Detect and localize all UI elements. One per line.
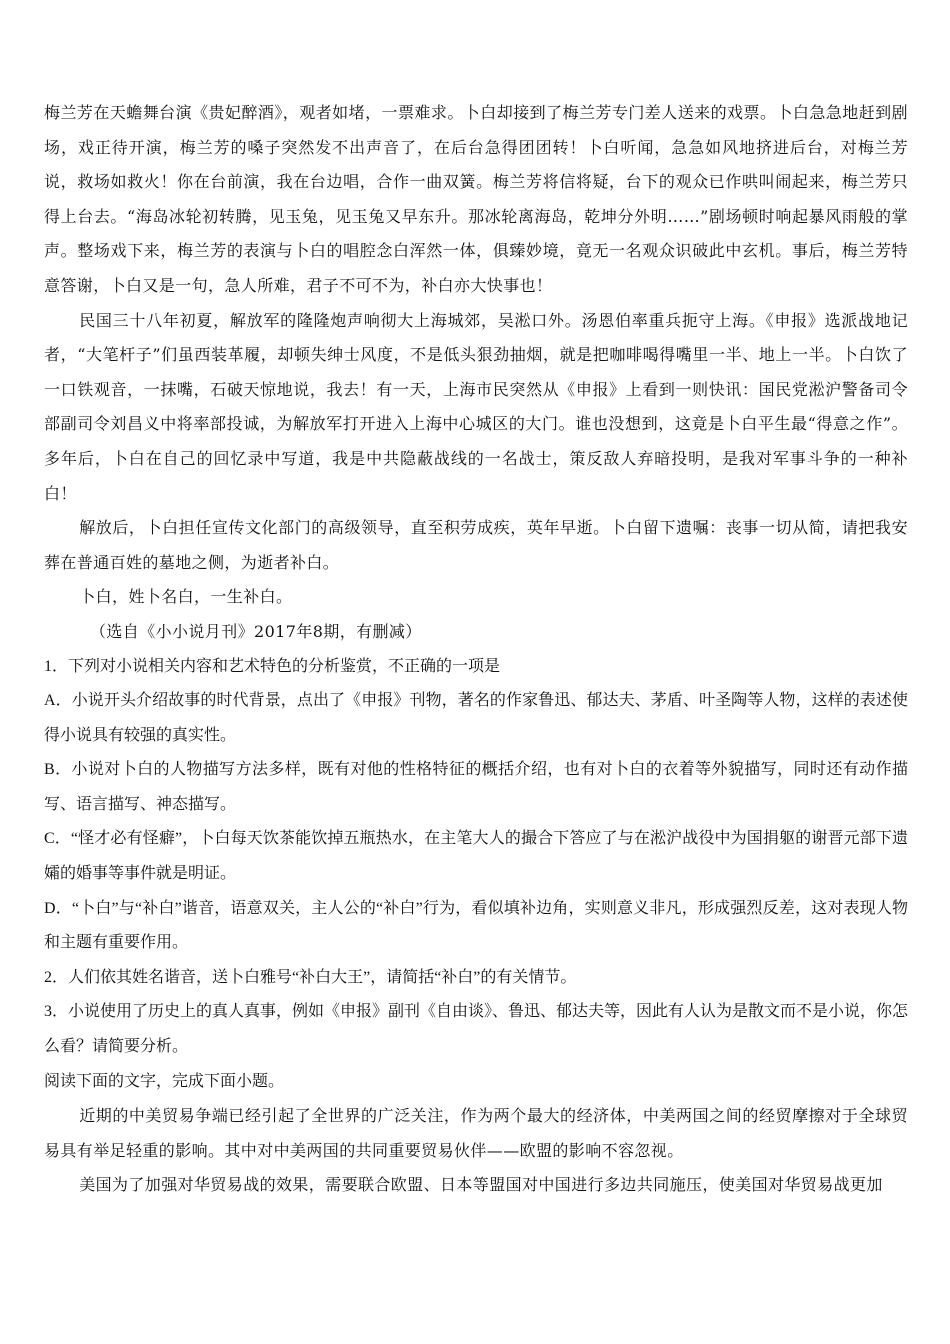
question-3: 3．小说使用了历史上的真人真事，例如《申报》副刊《自由谈》、鲁迅、郁达夫等，因此有人认为是散文而不是小说，你怎么看？请简要分析。 [44,1003,909,1056]
story-paragraph: 卜白，姓卜名白，一生补白。 [79,587,293,607]
question-1-option-b: B．小说对卜白的人物描写方法多样，既有对他的性格特征的概括介绍，也有对卜白的衣着等外貌描写，同时还有动作描写、语言描写、神态描写。 [44,761,908,813]
document-page [44,96,908,1203]
reading-paragraph: 近期的中美贸易争端已经引起了全世界的广泛关注，作为两个最大的经济体，中美两国之间的经贸摩擦对于全球贸易具有举足轻重的影响。其中对中美两国的共同重要贸易伙伴——欧盟的影响不容忽视。 [44,1106,908,1160]
question-2: 2．人们依其姓名谐音，送卜白雅号“补白大王”，请简括“补白”的有关情节。 [44,968,577,986]
questions-section [44,650,908,1065]
question-1-option-a: A．小说开头介绍故事的时代背景，点出了《申报》刊物，著名的作家鲁迅、郁达夫、茅盾、叶圣陶等人物，这样的表述使得小说具有较强的真实性。 [44,692,908,744]
question-1-option-d: D．“卜白”与“补白”谐音，语意双关，主人公的“补白”行为，看似填补边角，实则意义非凡，形成强烈反差，这对表现人物和主题有重要作用。 [44,899,908,952]
story-source: （选自《小小说月刊》2017年8期，有删减） [90,621,422,641]
story-paragraph: 解放后，卜白担任宣传文化部门的高级领导，直至积劳成疾，英年早逝。卜白留下遗嘱：丧事一切从简，请把我安葬在普通百姓的墓地之侧，为逝者补白。 [44,518,908,572]
story-paragraph: 民国三十八年初夏，解放军的隆隆炮声响彻大上海城郊，吴淞口外。汤恩伯率重兵扼守上海。《申报》选派战地记者，“大笔杆子”们虽西装革履，却顿失绅士风度，不是低头狠劲抽烟，就是把咖啡喝得嘴里一半、地上一半。卜白饮了一口铁观音，一抹嘴，石破天惊地说，我去！有一天，上海市民突然从《申报》上看到一则快讯：国民党淞沪警备司令部副司令刘昌义中将率部投诚，为解放军打开进入上海中心城区的大门。谁也没想到，这竟是卜白平生最“得意之作”。多年后，卜白在自己的回忆录中写道，我是中共隐蔽战线的一名战士，策反敌人弃暗投明，是我对军事斗争的一种补白！ [44,310,908,503]
next-reading-section [44,1065,908,1203]
question-1: 1．下列对小说相关内容和艺术特色的分析鉴赏，不正确的一项是 [44,657,501,675]
story-section [44,96,908,650]
story-paragraph: 梅兰芳在天蟾舞台演《贵妃醉酒》，观者如堵，一票难求。卜白却接到了梅兰芳专门差人送来的戏票。卜白急急地赶到剧场，戏正待开演，梅兰芳的嗓子突然发不出声音了，在后台急得团团转！卜白听闻，急急如风地挤进后台，对梅兰芳说，救场如救火！你在台前演，我在台边唱，合作一曲双簧。梅兰芳将信将疑，台下的观众已作哄叫闹起来，梅兰芳只得上台去。“海岛冰轮初转腾，见玉兔，见玉兔又早东升。那冰轮离海岛，乾坤分外明……”剧场顿时响起暴风雨般的掌声。整场戏下来，梅兰芳的表演与卜白的唱腔念白浑然一体，俱臻妙境，竟无一名观众识破此中玄机。事后，梅兰芳特意答谢，卜白又是一句，急人所难，君子不可不为，补白亦大快事也！ [44,103,908,295]
question-1-option-c: C．“怪才必有怪癖”，卜白每天饮茶能饮掉五瓶热水，在主笔大人的撮合下答应了与在淞沪战役中为国捐躯的谢晋元部下遗孀的婚事等事件就是明证。 [44,830,908,883]
reading-paragraph: 美国为了加强对华贸易战的效果，需要联合欧盟、日本等盟国对中国进行多边共同施压，使美国对华贸易战更加 [79,1175,883,1195]
reading-instruction: 阅读下面的文字，完成下面小题。 [44,1072,285,1090]
